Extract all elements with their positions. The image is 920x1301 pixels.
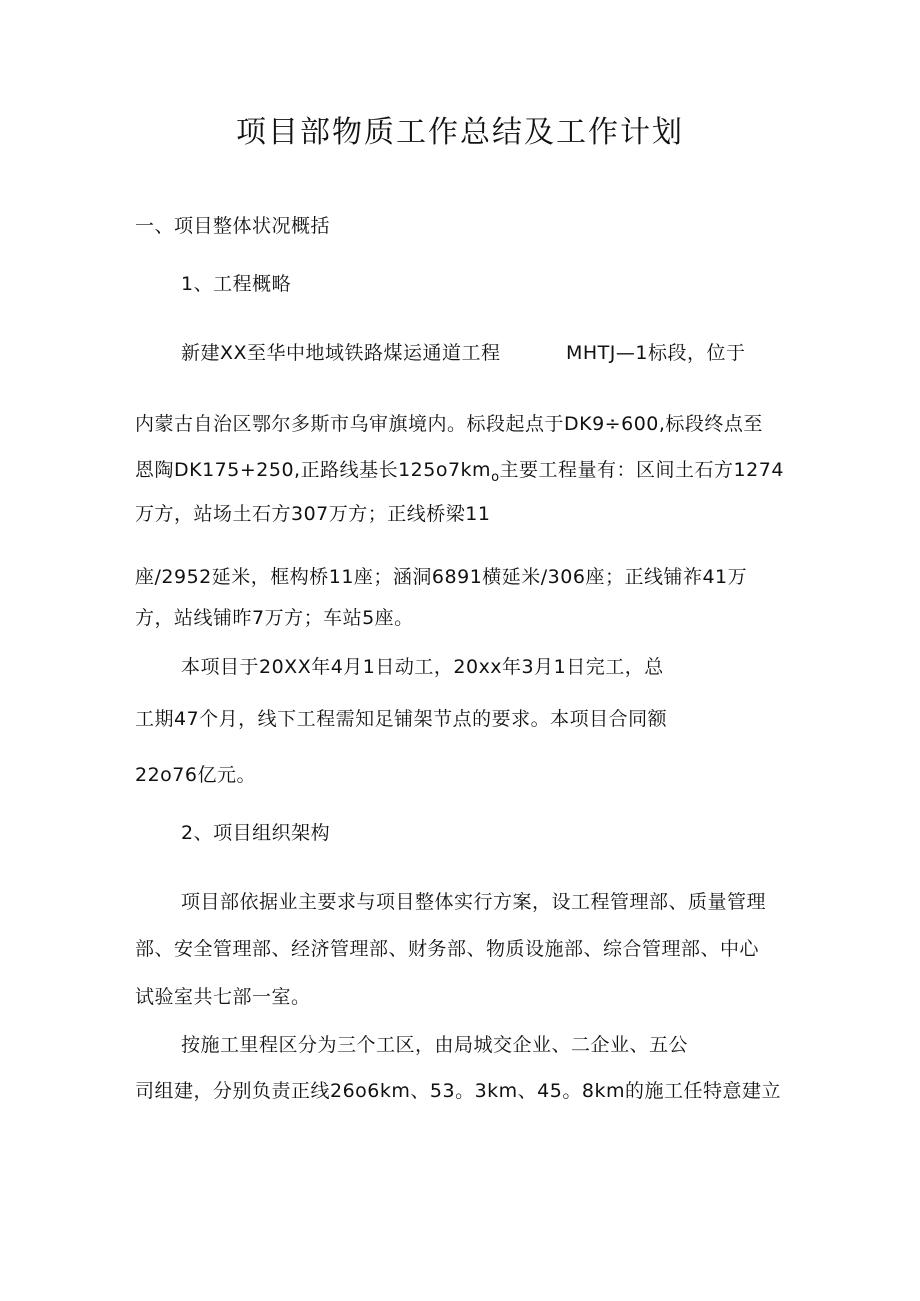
para4-line2-text: 司组建，分别负责正线26o6km、53。3km、45。8km的施工任特意建立 (135, 1080, 781, 1102)
para1-line4-text: 万方，站场土石方307万方；正线桥梁11 (135, 503, 491, 525)
para2-line1-text: 本项目于20XX年4月1日动工，20xx年3月1日完工，总 (181, 656, 664, 678)
para1-line1-text-b: MHTJ—1标段，位于 (566, 342, 746, 364)
para3-line2-text: 部、安全管理部、经济管理部、财务部、物质设施部、综合管理部、中心 (135, 938, 760, 960)
para1-line1-text: 新建XX至华中地域铁路煤运通道工程 (181, 342, 501, 364)
subsection-heading-engineering-overview: 1、工程概略 (181, 273, 292, 295)
para1-line5-text: 座/2952延米，框构桥11座；涵洞6891横延米/306座；正线铺祚41万 (135, 566, 748, 588)
para2-line2-text: 工期47个月，线下工程需知足铺架节点的要求。本项目合同额 (135, 708, 668, 730)
para1-line3-text (135, 458, 784, 490)
para1-line3-part-b: 主要工程量有：区间土石方1274 (499, 459, 784, 481)
para3-line1-text: 项目部依据业主要求与项目整体实行方案，设工程管理部、质量管理 (181, 891, 767, 913)
para3-line3-text: 试验室共七部一室。 (135, 986, 311, 1008)
section-heading-overview: 一、项目整体状况概括 (135, 215, 331, 237)
para2-line3-text: 22o76亿元。 (135, 764, 256, 786)
para1-line3-part-a: 恩陶DK175+250,正路线基长125o7km (135, 459, 492, 481)
para1-line6-text: 方，站线铺昨7万方；车站5座。 (135, 607, 414, 629)
para1-line3-subscript: o (491, 469, 500, 485)
para1-line2-text: 内蒙古自治区鄂尔多斯市乌审旗境内。标段起点于DK9÷600,标段终点至 (135, 413, 763, 435)
document-title: 项目部物质工作总结及工作计划 (236, 115, 684, 150)
subsection-heading-organization: 2、项目组织架构 (181, 822, 331, 844)
para4-line1-text: 按施工里程区分为三个工区，由局城交企业、二企业、五公 (181, 1034, 689, 1056)
